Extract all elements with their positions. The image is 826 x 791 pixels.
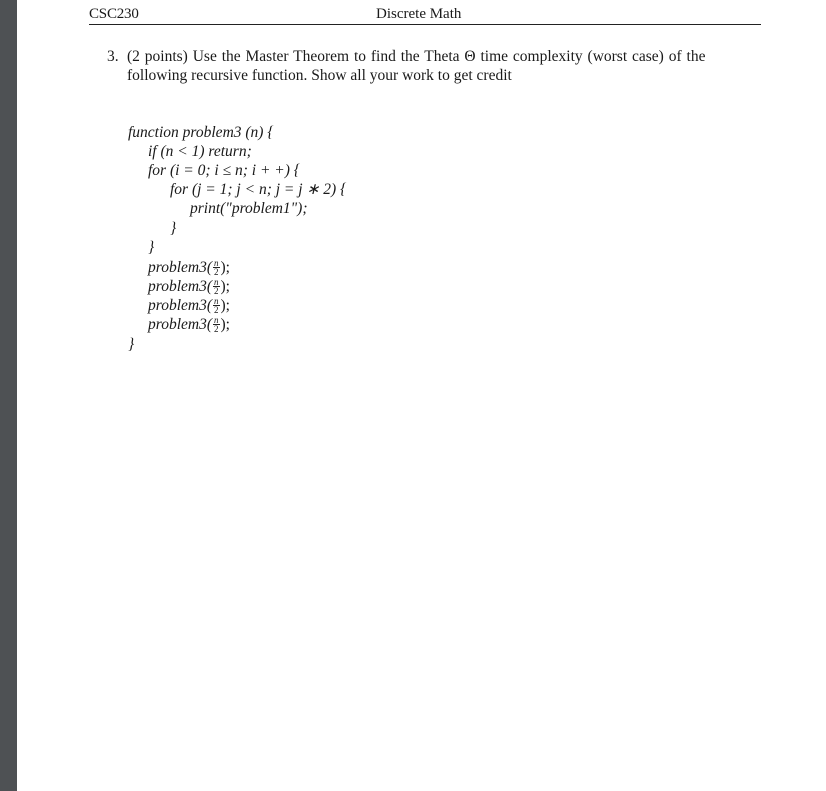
page-header (89, 6, 761, 25)
call-suffix: ); (220, 316, 230, 333)
header-subject: Discrete Math (376, 6, 462, 22)
call-prefix: problem3( (148, 316, 212, 333)
fraction-n-over-2 (213, 297, 220, 314)
code-line-function: function problem3 (n) { (128, 124, 274, 141)
viewer-side-bar (0, 0, 17, 791)
code-line-print: print("problem1"); (190, 200, 308, 217)
call-suffix: ); (220, 297, 230, 314)
fraction-numerator: n (214, 277, 219, 287)
question-text-line2: following recursive function. Show all your work to get credit (127, 67, 512, 84)
code-line-call-2 (148, 277, 230, 296)
call-suffix: ); (220, 259, 230, 276)
fraction-denominator: 2 (214, 324, 219, 334)
fraction-denominator: 2 (214, 286, 219, 296)
code-line-for-i: for (i = 0; i ≤ n; i + +) { (148, 162, 300, 179)
code-line-if: if (n < 1) return; (148, 143, 252, 160)
document-page (17, 0, 826, 791)
fraction-n-over-2 (213, 259, 220, 276)
header-course: CSC230 (89, 6, 139, 22)
code-line-call-4 (148, 315, 230, 334)
question-text-line1: (2 points) Use the Master Theorem to find the Theta Θ time complexity (worst case) of the (127, 48, 706, 65)
fraction-numerator: n (214, 315, 219, 325)
code-line-close-function: } (128, 336, 135, 353)
call-prefix: problem3( (148, 259, 212, 276)
fraction-denominator: 2 (214, 267, 219, 277)
call-prefix: problem3( (148, 297, 212, 314)
code-line-call-1 (148, 258, 230, 277)
code-line-call-3 (148, 296, 230, 315)
call-suffix: ); (220, 278, 230, 295)
code-line-close-inner: } (170, 220, 177, 237)
code-line-for-j: for (j = 1; j < n; j = j ∗ 2) { (170, 181, 347, 198)
fraction-denominator: 2 (214, 305, 219, 315)
call-prefix: problem3( (148, 278, 212, 295)
fraction-numerator: n (214, 296, 219, 306)
code-line-close-outer: } (148, 239, 155, 256)
fraction-n-over-2 (213, 316, 220, 333)
fraction-n-over-2 (213, 278, 220, 295)
question-number: 3. (107, 48, 119, 65)
fraction-numerator: n (214, 258, 219, 268)
